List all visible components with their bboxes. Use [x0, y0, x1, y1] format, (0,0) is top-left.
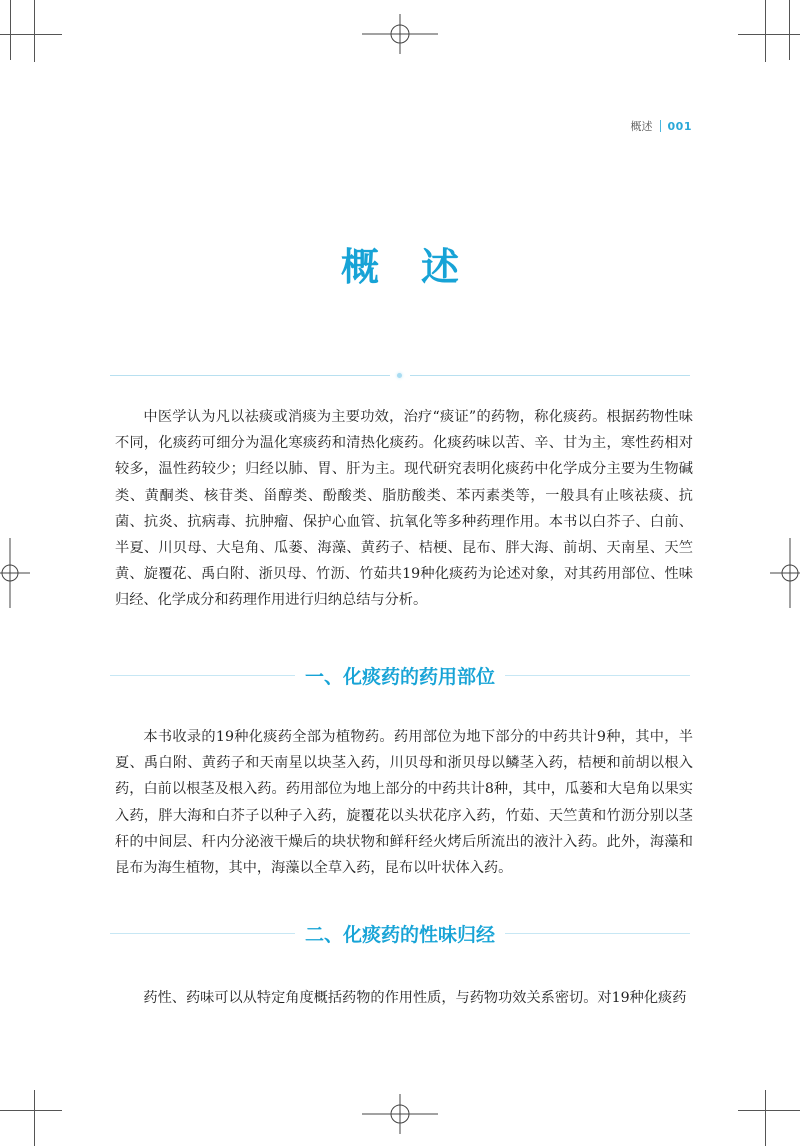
section-heading-text: 一、化痰药的药用部位: [305, 665, 496, 688]
registration-mark-left: [0, 538, 30, 608]
crop-mark: [34, 1090, 35, 1146]
divider-dot: [397, 373, 402, 378]
section-2-paragraph: 药性、药味可以从特定角度概括药物的作用性质，与药物功效关系密切。对19种化痰药: [143, 990, 687, 1006]
crop-mark: [738, 1110, 800, 1111]
registration-mark-top: [362, 14, 438, 54]
intro-paragraph: 中医学认为凡以祛痰或消痰为主要功效，治疗“痰证”的药物，称化痰药。根据药物性味不同，化痰药可细分为温化寒痰药和清热化痰药。化痰药味以苦、辛、甘为主，寒性药相对较多，温性药较少；归经以肺、胃、肝为主。现代研究表明化痰药中化学成分主要为生物碱类、黄酮类、核苷类、甾醇类、酚酸类、脂肪酸类、苯丙素类等，一般具有止咳祛痰、抗菌、抗炎、抗病毒、抗肿瘤、保护心血管、抗氧化等多种药理作用。本书以白芥子、白前、半夏、川贝母、大皂角、瓜蒌、海藻、黄药子、桔梗、昆布、胖大海、前胡、天南星、天竺黄、旋覆花、禹白附、浙贝母、竹沥、竹茹共19种化痰药为论述对象，对其药用部位、性味归经、化学成分和药理作用进行归纳总结与分析。: [115, 409, 693, 609]
chapter-title: 概述: [340, 245, 501, 289]
registration-mark-bottom: [362, 1094, 438, 1134]
page-number: 001: [667, 119, 692, 133]
section-heading-2: [110, 916, 690, 950]
crop-mark: [738, 34, 800, 35]
section-1-paragraph: 本书收录的19种化痰药全部为植物药。药用部位为地下部分的中药共计9种，其中，半夏、禹白附、黄药子和天南星以块茎入药，川贝母和浙贝母以鳞茎入药，桔梗和前胡以根入药，白前以根茎及根入药。药用部位为地上部分的中药共计8种，其中，瓜蒌和大皂角以果实入药，胖大海和白芥子以种子入药，旋覆花以头状花序入药，竹茹、天竺黄和竹沥分别以茎秆的中间层、秆内分泌液干燥后的块状物和鲜秆经火烤后所流出的液汁入药。此外，海藻和昆布为海生植物，其中，海藻以全草入药，昆布以叶状体入药。: [115, 729, 693, 877]
crop-mark: [0, 1110, 62, 1111]
crop-mark: [34, 0, 35, 62]
running-head: [631, 118, 692, 134]
running-head-section: 概述: [630, 120, 653, 133]
running-head-separator: [660, 120, 661, 132]
crop-mark: [765, 0, 766, 62]
registration-mark-right: [770, 538, 800, 608]
crop-mark: [10, 0, 11, 60]
crop-mark: [789, 0, 790, 60]
section-heading-1: [110, 658, 690, 692]
crop-mark: [765, 1090, 766, 1146]
section-heading-text: 二、化痰药的性味归经: [305, 923, 496, 946]
title-divider: [110, 375, 690, 377]
